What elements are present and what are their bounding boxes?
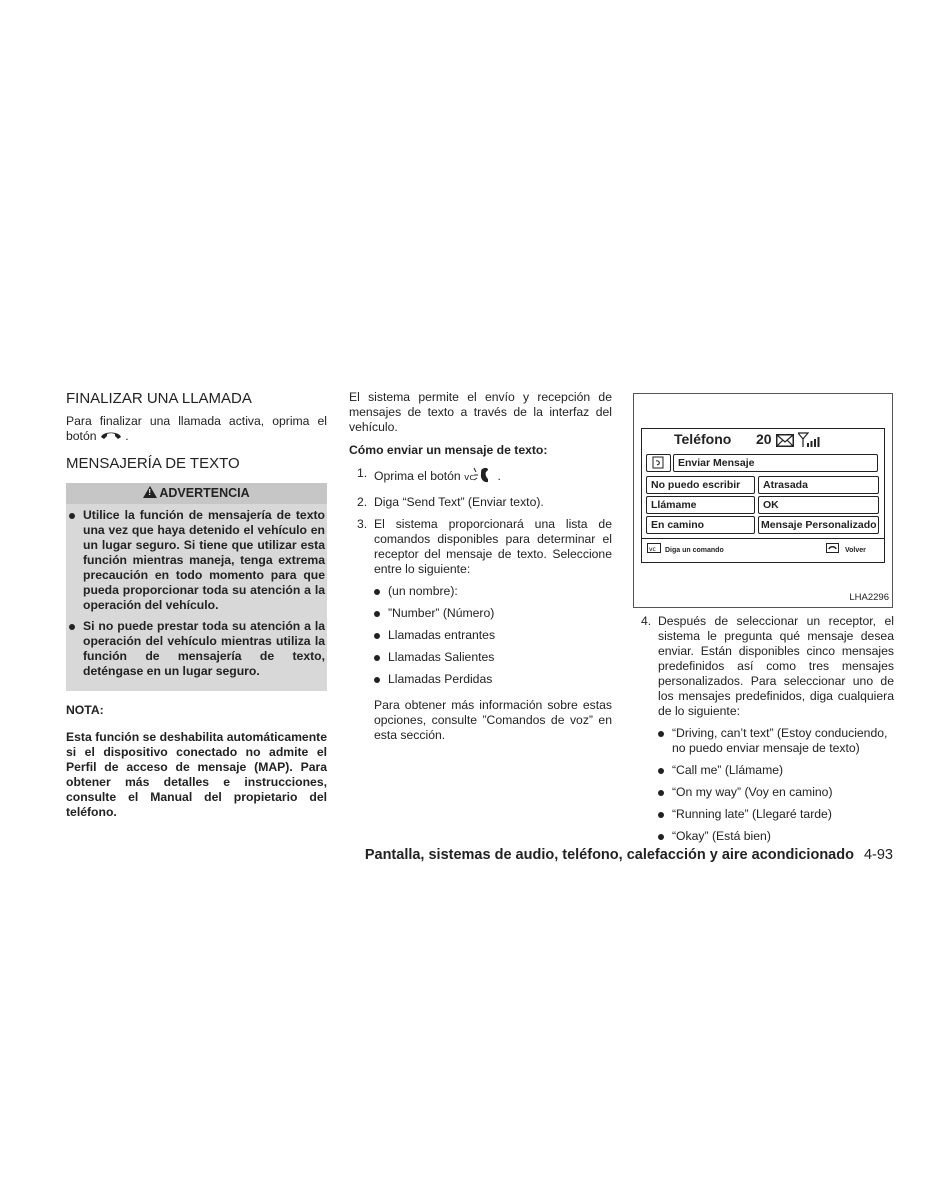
warning-header: ! ADVERTENCIA: [66, 483, 327, 504]
steps-list: [349, 466, 612, 577]
svg-text:vc: vc: [649, 546, 656, 553]
send-text-subheading: Cómo enviar un mensaje de texto:: [349, 443, 548, 457]
warning-item: Utilice la función de mensajería de texto una vez que haya detenido el vehículo en un lugar seguro. Si tiene que utilizar esta función mientras maneja, tenga extrema precaución en todo momento para que pueda proporcionar toda su atención a la operación del vehículo.: [66, 508, 327, 613]
btn-cant-text[interactable]: No puedo escribir: [646, 476, 755, 494]
warning-box: [66, 483, 327, 691]
predefined-messages: [633, 726, 894, 844]
step-3: 3. El sistema proporcionará una lista de comandos disponibles para determinar el receptor del mensaje de texto. Seleccione entre lo siguiente:: [357, 517, 612, 576]
page-number: 4-93: [863, 847, 893, 863]
heading-end-call: FINALIZAR UNA LLAMADA: [66, 390, 252, 407]
message-item: “Running late” (Llegaré tarde): [658, 807, 894, 822]
closing-paragraph: Para obtener más información sobre estas opciones, consulte ”Comandos de voz” en esta sección.: [374, 698, 612, 742]
envelope-icon: [776, 434, 794, 451]
footer-divider: [642, 538, 884, 539]
warning-item: Si no puede prestar toda su atención a la operación del vehículo mientras utiliza la función de mensajería de texto, deténgase en un lugar seguro.: [66, 619, 327, 679]
step-1: 1. Oprima el botón vc .: [349, 466, 612, 488]
page-footer: [365, 847, 893, 863]
heading-text-messaging: MENSAJERÍA DE TEXTO: [66, 455, 240, 472]
phone-screen: [641, 428, 885, 563]
phone-hangup-icon: [100, 429, 122, 445]
voice-command-icon: [647, 542, 661, 557]
figure-code: LHA2296: [849, 592, 889, 603]
note-body: Esta función se deshabilita automáticamente si el dispositivo conectado no admite el Perfil de acceso de mensaje (MAP). Para obtener más detalles e instrucciones, consulte el Manual del propietario del teléfono.: [66, 730, 327, 819]
back-label: Volver: [845, 547, 866, 554]
voice-talk-icon: [464, 466, 494, 488]
message-item: “Driving, can’t text” (Estoy conduciendo, no puedo enviar mensaje de texto): [658, 726, 894, 756]
warning-list: [66, 508, 327, 679]
voice-icon-box[interactable]: [646, 454, 671, 472]
end-call-paragraph: Para finalizar una llamada activa, oprima el botón .: [66, 414, 327, 444]
btn-ok[interactable]: OK: [758, 496, 879, 514]
say-command-label: Diga un comando: [665, 547, 724, 554]
intro-paragraph: El sistema permite el envío y recepción de mensajes de texto a través de la interfaz del vehículo.: [349, 390, 612, 434]
btn-call-me[interactable]: Llámame: [646, 496, 755, 514]
btn-running-late[interactable]: Atrasada: [758, 476, 879, 494]
send-message-button[interactable]: Enviar Mensaje: [673, 454, 878, 472]
btn-on-my-way[interactable]: En camino: [646, 516, 755, 534]
note-title: NOTA:: [66, 703, 104, 717]
option-item: (un nombre):: [374, 584, 612, 599]
svg-text:vc: vc: [464, 473, 475, 483]
message-item: “On my way” (Voy en camino): [658, 785, 894, 800]
middle-column: [349, 390, 612, 743]
receiver-options: [349, 584, 612, 687]
left-column: [66, 390, 327, 820]
option-item: ”Number” (Número): [374, 606, 612, 621]
back-icon: [826, 542, 839, 557]
message-item: “Call me” (Llámame): [658, 763, 894, 778]
step-2: 2. Diga “Send Text” (Enviar texto).: [357, 495, 544, 509]
step-4: 4. Después de seleccionar un receptor, el sistema le pregunta qué mensaje desea enviar. Están disponibles cinco mensajes predefinidos así como tres mensajes personalizados. Para seleccionar uno de los mensajes predefinidos, diga cualquiera de lo siguiente:: [641, 614, 894, 718]
message-item: “Okay” (Está bien): [658, 829, 894, 844]
steps-list-continued: [633, 614, 894, 719]
footer-title: Pantalla, sistemas de audio, teléfono, calefacción y aire acondicionado: [364, 847, 854, 863]
option-item: Llamadas entrantes: [374, 628, 612, 643]
right-column: [633, 393, 894, 851]
screen-title: Teléfono: [674, 431, 732, 447]
signal-strength-icon: [798, 432, 820, 452]
btn-custom-message[interactable]: Mensaje Personalizado: [758, 516, 879, 534]
option-item: Llamadas Perdidas: [374, 672, 612, 687]
warning-icon: !: [143, 486, 157, 498]
message-count: 20: [756, 431, 772, 447]
voice-recognition-icon: [647, 455, 669, 470]
option-item: Llamadas Salientes: [374, 650, 612, 665]
figure-phone-screen: [633, 393, 893, 608]
